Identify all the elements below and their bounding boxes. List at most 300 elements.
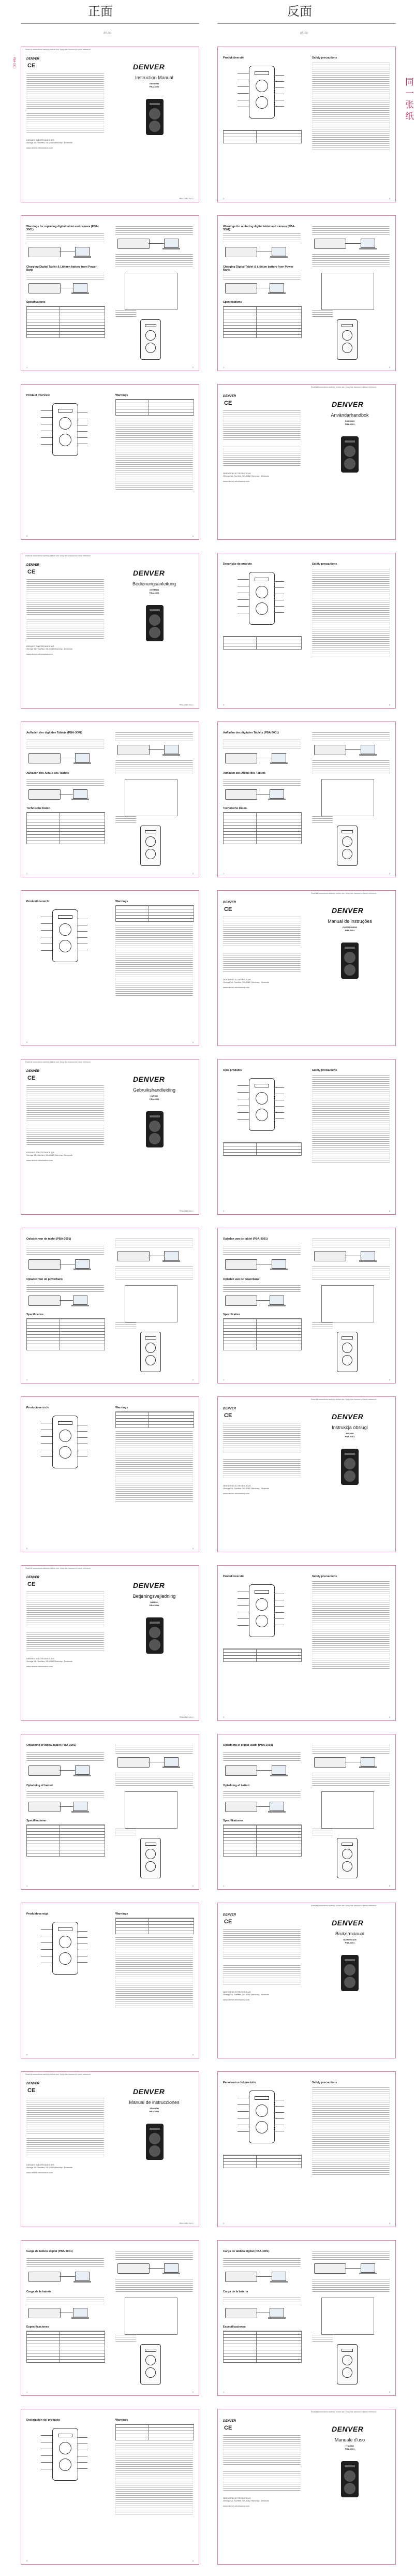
text-lines xyxy=(115,1745,193,1754)
pad-icon xyxy=(256,1092,268,1105)
section-heading: Safety precautions xyxy=(312,56,337,60)
product-drawing xyxy=(249,2091,275,2143)
section-heading: Carga de tableta digital (PBA-3001) xyxy=(223,2250,270,2253)
brand-logo: DENVER xyxy=(26,1070,40,1073)
front-cover-page xyxy=(21,1565,199,1721)
text-lines xyxy=(26,1632,104,1653)
diagram-box xyxy=(321,273,374,310)
manual-lang: DUTCH xyxy=(151,1095,158,1097)
section-heading: Produktübersicht xyxy=(26,900,50,903)
front-overview-page xyxy=(21,890,199,1046)
back-page xyxy=(217,890,396,1046)
callout-line xyxy=(238,606,249,607)
text-lines xyxy=(26,73,104,109)
pad-icon xyxy=(149,1121,160,1132)
callout-line xyxy=(41,930,52,931)
model-number: PBA-3001 xyxy=(149,85,159,88)
charger-illustration xyxy=(117,745,150,755)
button-icon xyxy=(345,1959,355,1961)
pad-icon xyxy=(145,343,156,353)
front-cover-page xyxy=(21,2071,199,2227)
charger-illustration xyxy=(225,283,257,293)
ce-mark: CE xyxy=(224,1919,232,1925)
callout-line xyxy=(274,581,284,582)
back-side-label: 反面 xyxy=(287,4,312,19)
laptop-icon xyxy=(73,283,87,292)
laptop-icon xyxy=(272,1765,286,1775)
website: www.denver-electronics.com xyxy=(26,653,53,655)
charger-illustration xyxy=(28,789,61,800)
brand-logo: DENVER xyxy=(133,1581,165,1589)
pad-icon xyxy=(149,2133,160,2144)
spec-table xyxy=(223,1824,302,1857)
button-icon xyxy=(150,1115,160,1117)
ce-mark: CE xyxy=(27,2087,36,2094)
section-heading: Aufladen des Akkus des Tablets xyxy=(26,772,69,775)
charger-illustration xyxy=(117,1757,150,1768)
callout-line xyxy=(41,1436,52,1437)
text-lines xyxy=(223,1423,301,1454)
section-heading: Specifications xyxy=(223,301,242,304)
callout-line xyxy=(274,587,284,588)
pad-icon xyxy=(256,2121,268,2133)
section-heading: Panoramica del prodotto xyxy=(223,2081,256,2084)
charger-illustration xyxy=(225,1765,257,1776)
page-header: Read all instructions carefully before use. Keep this manual for future reference. xyxy=(311,1905,377,1907)
section-heading: Specifications xyxy=(26,301,46,304)
model-number: PBA-3001 xyxy=(345,1435,355,1438)
model-number: PBA-3001 xyxy=(345,2448,355,2450)
pad-icon xyxy=(145,1355,156,1365)
manual-lang: POLISH xyxy=(346,1432,354,1435)
section-heading: Productoverzicht xyxy=(26,1406,50,1409)
callout-line xyxy=(77,2437,87,2438)
back-page xyxy=(217,722,396,877)
cable xyxy=(60,2276,75,2277)
page-number: 1 xyxy=(26,872,28,875)
ce-mark: CE xyxy=(224,2425,232,2431)
ce-mark: CE xyxy=(224,1412,232,1419)
page-header: Read all instructions carefully before use. Keep this manual for future reference. xyxy=(25,1061,92,1063)
company-name: DENVER ELECTRONICS A/S xyxy=(223,472,251,475)
back-page xyxy=(217,553,396,709)
back-page xyxy=(217,2240,396,2396)
cable xyxy=(256,2276,272,2277)
front-cover-page xyxy=(21,553,199,709)
manual-title: Instruction Manual xyxy=(135,75,173,80)
callout-line xyxy=(41,1942,52,1943)
brand-logo: DENVER xyxy=(223,395,236,398)
model-number: PBA-3001 xyxy=(149,1098,159,1100)
text-lines xyxy=(26,2258,104,2269)
text-lines xyxy=(312,2279,390,2292)
text-lines xyxy=(223,2298,301,2306)
diagram-box xyxy=(125,273,177,310)
product-photo xyxy=(341,2461,359,2497)
text-lines xyxy=(312,1829,333,1836)
button-icon xyxy=(150,2128,160,2130)
section-heading: Produktoversigt xyxy=(26,1912,48,1916)
front-instructions-page xyxy=(21,1734,199,1890)
callout-line xyxy=(41,437,52,438)
button-icon xyxy=(58,1421,72,1425)
section-heading: Opladen van de tablet (PBA-3001) xyxy=(26,1238,71,1241)
charger-illustration xyxy=(225,789,257,800)
pad-icon xyxy=(344,1977,355,1988)
button-icon xyxy=(58,409,72,413)
section-heading: Especificaciones xyxy=(223,2325,246,2329)
callout-line xyxy=(77,1937,87,1938)
brand-logo: DENVER xyxy=(26,1576,40,1579)
callout-line xyxy=(238,1625,249,1626)
front-instructions-page xyxy=(21,722,199,877)
text-lines xyxy=(312,1773,390,1786)
page-number: 1 xyxy=(26,1378,28,1381)
pad-icon xyxy=(59,940,71,952)
pad-icon xyxy=(342,1343,352,1353)
button-icon xyxy=(150,1622,160,1624)
text-lines xyxy=(115,925,193,997)
page-number: 2 xyxy=(389,1378,390,1381)
spec-table xyxy=(26,1318,105,1350)
pad-icon xyxy=(59,1446,71,1459)
section-heading: Descrição do produto xyxy=(223,563,252,566)
charger-illustration xyxy=(225,753,257,763)
back-page xyxy=(217,1228,396,1383)
pad-icon xyxy=(149,2145,160,2157)
info-table xyxy=(223,1648,302,1662)
page-header: Read all instructions carefully before use. Keep this manual for future reference. xyxy=(25,49,92,51)
laptop-icon xyxy=(73,789,87,799)
front-overview-page xyxy=(21,384,199,540)
charger-illustration xyxy=(314,745,346,755)
text-lines xyxy=(312,1322,333,1330)
callout-line xyxy=(274,1606,284,1607)
pad-icon xyxy=(256,602,268,615)
laptop-icon xyxy=(164,1251,179,1260)
product-photo xyxy=(146,605,164,641)
page-number: 1 xyxy=(26,366,28,369)
button-icon xyxy=(255,578,269,581)
pad-icon xyxy=(145,1861,156,1872)
pad-icon xyxy=(256,1109,268,1121)
brand-logo: DENVER xyxy=(332,2425,364,2433)
page-number: 3 xyxy=(223,1210,225,1212)
info-table xyxy=(115,2424,194,2440)
text-lines xyxy=(312,816,333,823)
laptop-icon xyxy=(270,2308,284,2317)
front-overview-page xyxy=(21,1903,199,2058)
cable xyxy=(60,1300,73,1301)
manual-lang: ENGLISH xyxy=(150,82,159,85)
device-illustration xyxy=(337,826,358,866)
section-heading: Opladen van de powerbank xyxy=(223,1278,260,1281)
note-char: 同 xyxy=(405,77,414,87)
page-number: 2 xyxy=(389,872,390,875)
page-number: PBA-3001 84-1 xyxy=(179,197,194,200)
back-page xyxy=(217,1396,396,1552)
pad-icon xyxy=(344,1470,355,1482)
button-icon xyxy=(58,915,72,919)
section-heading: Safety precautions xyxy=(312,563,337,566)
cable xyxy=(256,1806,270,1807)
callout-line xyxy=(77,1962,87,1963)
info-table xyxy=(115,399,194,416)
manual-title: Brukermanual xyxy=(335,1931,365,1936)
text-lines xyxy=(223,2471,301,2492)
text-lines xyxy=(115,1267,193,1280)
text-lines xyxy=(312,226,390,235)
product-photo xyxy=(341,436,359,473)
ce-mark: CE xyxy=(224,400,232,406)
button-icon xyxy=(342,2349,353,2352)
diagram-box xyxy=(125,779,177,816)
text-lines xyxy=(223,740,301,750)
page-number: 1 xyxy=(223,872,225,875)
pad-icon xyxy=(256,80,268,92)
button-icon xyxy=(342,1843,353,1846)
text-lines xyxy=(312,2251,390,2260)
manual-lang: NORWEGIAN xyxy=(343,1938,357,1941)
cable xyxy=(345,243,361,244)
back-page xyxy=(217,1903,396,2058)
button-icon xyxy=(255,1590,269,1594)
cable xyxy=(149,749,164,750)
page-number: 4 xyxy=(389,1716,390,1718)
info-table xyxy=(223,130,302,143)
text-lines xyxy=(223,273,301,281)
callout-line xyxy=(41,410,52,411)
text-lines xyxy=(312,760,390,774)
info-table xyxy=(223,2155,302,2168)
manual-title: Betjeningsvejledning xyxy=(132,1594,176,1599)
page-number: PBA-3001 84-1 xyxy=(179,2222,194,2225)
text-lines xyxy=(223,1285,301,1293)
callout-line xyxy=(77,931,87,932)
charger-illustration xyxy=(314,239,346,249)
text-lines xyxy=(312,2335,333,2342)
text-lines xyxy=(115,419,193,491)
text-lines xyxy=(115,760,193,774)
text-lines xyxy=(26,1246,104,1256)
section-heading: Opladning af digital tablet (PBA-3001) xyxy=(26,1744,77,1747)
callout-line xyxy=(41,2462,52,2463)
page-number: 3 xyxy=(26,2053,28,2056)
callout-line xyxy=(274,75,284,76)
button-icon xyxy=(255,71,269,75)
section-heading: Warnings xyxy=(115,1912,128,1916)
page-number: 4 xyxy=(389,2222,390,2225)
laptop-icon xyxy=(272,2272,286,2281)
manual-title: Manual de instrucciones xyxy=(129,2100,180,2105)
text-lines xyxy=(115,310,136,317)
product-photo xyxy=(146,99,164,135)
button-icon xyxy=(255,1084,269,1087)
text-lines xyxy=(115,226,193,235)
callout-line xyxy=(238,1085,249,1086)
callout-line xyxy=(238,1618,249,1619)
page-number: 1 xyxy=(26,1885,28,1887)
pad-icon xyxy=(344,458,355,469)
callout-line xyxy=(238,579,249,580)
callout-line xyxy=(41,950,52,951)
button-icon xyxy=(345,947,355,949)
section-heading: Technische Daten xyxy=(223,807,247,810)
page-number: 2 xyxy=(389,2391,390,2393)
laptop-icon xyxy=(270,283,284,292)
section-heading: Aufladen des digitalen Tablets (PBA-3001) xyxy=(223,731,279,734)
company-address: Omega 5A, Soeften, DK-8382 Hinnerup, Denmark xyxy=(26,141,72,144)
page-number: 1 xyxy=(223,366,225,369)
back-page xyxy=(217,1734,396,1890)
callout-line xyxy=(274,1087,284,1088)
text-lines xyxy=(26,1285,104,1293)
manual-title: Bedienungsanleitung xyxy=(132,581,176,586)
pad-icon xyxy=(145,836,156,847)
callout-line xyxy=(238,1119,249,1120)
page-header: Read all instructions carefully before use. Keep this manual for future reference. xyxy=(25,1567,92,1569)
note-char: 纸 xyxy=(405,111,414,122)
laptop-icon xyxy=(272,1259,286,1269)
section-heading: Safety precautions xyxy=(312,2081,337,2084)
callout-line xyxy=(41,1949,52,1950)
brand-logo: DENVER xyxy=(26,2082,40,2085)
back-page xyxy=(217,384,396,540)
pad-icon xyxy=(145,330,156,341)
product-drawing xyxy=(52,1922,78,1975)
text-lines xyxy=(26,579,104,615)
text-lines xyxy=(26,2098,104,2134)
website: www.denver-electronics.com xyxy=(223,986,249,989)
text-lines xyxy=(312,63,390,151)
page-number: 2 xyxy=(192,1885,194,1887)
text-lines xyxy=(223,1246,301,1256)
pad-icon xyxy=(59,1430,71,1442)
charger-illustration xyxy=(117,1251,150,1261)
pad-icon xyxy=(145,1849,156,1859)
manual-title: Manuale d'uso xyxy=(334,2437,365,2442)
section-heading: Charging Digital Tablet & Lithium battery from Power Bank xyxy=(223,266,293,272)
page-number: PBA-3001 84-1 xyxy=(179,1210,194,1212)
brand-logo: DENVER xyxy=(332,906,364,915)
model-number: PBA-3001 xyxy=(345,423,355,425)
text-lines xyxy=(115,1239,193,1248)
page-header: Read all instructions carefully before use. Keep this manual for future reference. xyxy=(311,2411,377,2413)
section-heading: Specifikationer xyxy=(26,1819,47,1822)
page-number: 2 xyxy=(192,872,194,875)
text-lines xyxy=(115,1829,136,1836)
page-number: 4 xyxy=(192,1547,194,1550)
page-number: 1 xyxy=(26,2391,28,2393)
charger-illustration xyxy=(225,2308,257,2318)
page-number: 3 xyxy=(26,535,28,537)
same-sheet-note xyxy=(405,77,413,122)
section-heading: Especificaciones xyxy=(26,2325,49,2329)
laptop-icon xyxy=(75,1765,90,1775)
button-icon xyxy=(145,324,156,327)
charger-illustration xyxy=(314,2263,346,2274)
button-icon xyxy=(345,2465,355,2467)
product-drawing xyxy=(249,572,275,625)
callout-line xyxy=(274,87,284,88)
pad-icon xyxy=(256,586,268,598)
pad-icon xyxy=(342,343,352,353)
text-lines xyxy=(26,1752,104,1762)
page-number: 3 xyxy=(26,1041,28,1043)
callout-line xyxy=(238,1092,249,1093)
section-heading: Aufladen des Akkus des Tablets xyxy=(223,772,266,775)
laptop-icon xyxy=(361,2263,375,2273)
page-number: 4 xyxy=(192,1041,194,1043)
page-number: 3 xyxy=(223,703,225,706)
info-table xyxy=(115,1918,194,1934)
page-number: 1 xyxy=(223,1885,225,1887)
button-icon xyxy=(342,1336,353,1339)
product-photo xyxy=(341,1955,359,1991)
brand-logo: DENVER xyxy=(223,1913,236,1917)
product-photo xyxy=(146,2124,164,2160)
laptop-icon xyxy=(270,1802,284,1811)
text-lines xyxy=(26,2298,104,2306)
laptop-icon xyxy=(361,239,375,248)
charger-illustration xyxy=(28,1259,61,1270)
text-lines xyxy=(115,1431,193,1504)
spec-table xyxy=(26,812,105,844)
section-heading: Carga de la batería xyxy=(223,2290,248,2293)
cable xyxy=(60,1770,75,1771)
company-name: DENVER ELECTRONICS A/S xyxy=(26,1657,54,1660)
pad-icon xyxy=(149,121,160,132)
text-lines xyxy=(223,1965,301,1986)
section-heading: Opladning af batteri xyxy=(223,1784,249,1787)
section-heading: Safety precautions xyxy=(312,1575,337,1578)
website: www.denver-electronics.com xyxy=(26,2171,53,2174)
back-page xyxy=(217,215,396,371)
page-header: Read all instructions carefully before use. Keep this manual for future reference. xyxy=(25,2073,92,2075)
company-name: DENVER ELECTRONICS A/S xyxy=(223,2497,251,2499)
page-number: 3 xyxy=(223,197,225,200)
company-name: DENVER ELECTRONICS A/S xyxy=(26,139,54,141)
company-address: Omega 5A, Soeften, DK-8382 Hinnerup, Denmark xyxy=(26,1660,72,1662)
brand-logo: DENVER xyxy=(223,1407,236,1410)
text-lines xyxy=(223,1752,301,1762)
page-number: 3 xyxy=(26,2559,28,2562)
cable xyxy=(149,2268,164,2269)
ce-mark: CE xyxy=(27,1581,36,1587)
section-heading: Carga de tableta digital (PBA-3001) xyxy=(26,2250,73,2253)
product-photo xyxy=(341,943,359,979)
callout-line xyxy=(77,1437,87,1438)
info-table xyxy=(115,905,194,922)
pad-icon xyxy=(344,964,355,976)
model-number: PBA-3001 xyxy=(149,2110,159,2113)
company-address: Omega 5A, Soeften, DK-8382 Hinnerup, Denmark xyxy=(223,1487,269,1490)
website: www.denver-electronics.com xyxy=(223,1492,249,1495)
manual-title: Användarhandbok xyxy=(331,413,369,418)
product-drawing xyxy=(52,403,78,456)
section-heading: Warnings xyxy=(115,2419,128,2422)
laptop-icon xyxy=(361,745,375,754)
page-number: 4 xyxy=(389,703,390,706)
pad-icon xyxy=(59,2459,71,2471)
brand-logo: DENVER xyxy=(26,564,40,567)
pad-icon xyxy=(344,2483,355,2494)
manual-lang: PORTUGUESE xyxy=(342,926,357,929)
manual-lang: GERMAN xyxy=(150,588,159,591)
page-number: 2 xyxy=(192,2391,194,2393)
spec-table xyxy=(223,306,302,338)
front-side-label: 正面 xyxy=(88,4,113,19)
